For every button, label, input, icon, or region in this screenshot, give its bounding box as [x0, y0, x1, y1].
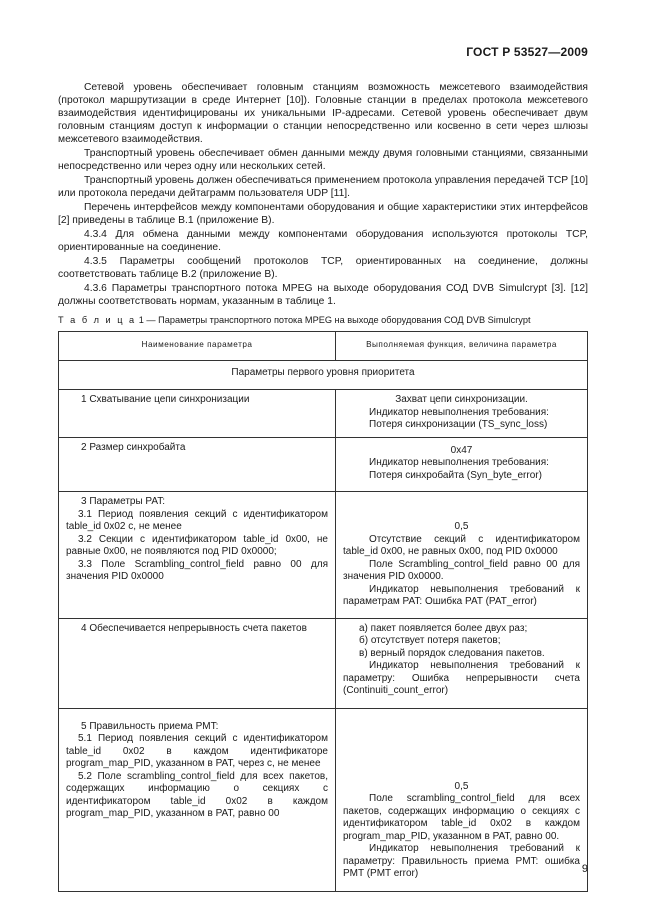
row1-name: 1 Схватывание цепи синхронизации [59, 390, 336, 438]
paragraph-transport-layer: Транспортный уровень обеспечивает обмен данными между двумя головными станциями, связанными непосредственно или через одну или нескольких сетей. [58, 148, 588, 172]
table-header-row [59, 332, 588, 361]
table-row [59, 492, 588, 619]
table-caption-label: Т а б л и ц а [58, 315, 137, 325]
header-function-value: Выполняемая функция, величина параметра [336, 332, 588, 361]
table-row [59, 437, 588, 492]
priority-row [59, 360, 588, 390]
paragraph-4-3-6: 4.3.6 Параметры транспортного потока MPEG на выходе оборудования СОД DVB Simulcrypt [3]. [12] должны соответствовать нормам, указанным в таблице 1. [58, 283, 588, 307]
paragraph-interfaces: Перечень интерфейсов между компонентами оборудования и общие характеристики этих интерфейсов [2] приведены в таблице В.1 (приложение В). [58, 202, 588, 226]
table-caption [58, 315, 531, 325]
row3-name: 3 Параметры PAT: 3.1 Период появления секций с идентификатором table_id 0x02 с, не менее 3.2 Секции с идентификатором table_id 0x00, не равные 0x00, не появляются под PID 0x0000; 3.3 Поле Scrambling_control_field равно 00 для значения PID 0x0000 [59, 492, 336, 619]
paragraph-network-layer: Сетевой уровень обеспечивает головным станциям возможность межсетевого взаимодействия (протокол маршрутизации в среде Интернет [10]). Головные станции в пределах протокола межсетевого взаимодействия идентифицированы их уникальными IP-адресами. Сетевой уровень обеспечивает двум головным станциям доступ к информации о станции непосредственно или косвенно в сети через шлюзы межсетевого взаимодействия. [58, 82, 588, 145]
row2-name: 2 Размер синхробайта [59, 437, 336, 492]
row4-function: а) пакет появляется более двух раз; б) отсутствует потеря пакетов; в) верный порядок следования пакетов. Индикатор невыполнения требований к параметру: Ошибка непрерывности счета (Continuiti_count_error) [336, 618, 588, 708]
paragraph-4-3-5: 4.3.5 Параметры сообщений протоколов TCP, ориентированных на соединение, должны соответствовать таблице В.2 (приложение В). [58, 256, 588, 280]
paragraph-4-3-4: 4.3.4 Для обмена данными между компонентами оборудования используются протоколы TCP, ориентированные на соединение. [58, 229, 588, 253]
row1-function: Захват цепи синхронизации. Индикатор невыполнения требования: Потеря синхронизации (TS_sync_loss) [336, 390, 588, 438]
header-parameter-name: Наименование параметра [59, 332, 336, 361]
page-number: 9 [581, 863, 588, 875]
table-row [59, 390, 588, 438]
body-text [58, 81, 588, 309]
table-caption-text: 1 — Параметры транспортного потока MPEG на выходе оборудования СОД DVB Simulcrypt [138, 315, 531, 325]
paragraph-transport-protocols: Транспортный уровень должен обеспечиваться применением протокола управления передачей TCP [10] или протокола передачи дейтаграмм пользователя UDP [11]. [58, 175, 588, 199]
row3-function: 0,5 Отсутствие секций с идентификатором table_id 0x00, не равных 0x00, под PID 0x0000 Поле Scrambling_control_field равно 00 для значения PID 0x0000. Индикатор невыполнения требований к параметрам PAT: Ошибка PAT (PAT_error) [336, 492, 588, 619]
row4-name: 4 Обеспечивается непрерывность счета пакетов [59, 618, 336, 708]
row2-function: 0x47 Индикатор невыполнения требования: Потеря синхробайта (Syn_byte_error) [336, 437, 588, 492]
row5-name: 5 Правильность приема PMT: 5.1 Период появления секций с идентификатором table_id 0x02 в каждом идентификаторе program_map_PID, указанном в PAT, через с, не менее 5.2 Поле scrambling_control_field для всех пакетов, содержащих информацию о секциях с идентификатором table_id 0x02 в каждом program_map_PID, указанном в PAT, равно 00 [59, 708, 336, 891]
priority-label: Параметры первого уровня приоритета [59, 360, 588, 390]
parameters-table [58, 331, 588, 892]
row5-function: 0,5 Поле scrambling_control_field для всех пакетов, содержащих информацию о секциях с идентификатором table_id 0x02 в каждом program_map_PID, указанном в PAT, равно 00. Индикатор невыполнения требований к параметру: Правильность приема PMT: ошибка PMT (PMT error) [336, 708, 588, 891]
table-row [59, 708, 588, 891]
table-row [59, 618, 588, 708]
document-header: ГОСТ Р 53527—2009 [466, 45, 588, 59]
